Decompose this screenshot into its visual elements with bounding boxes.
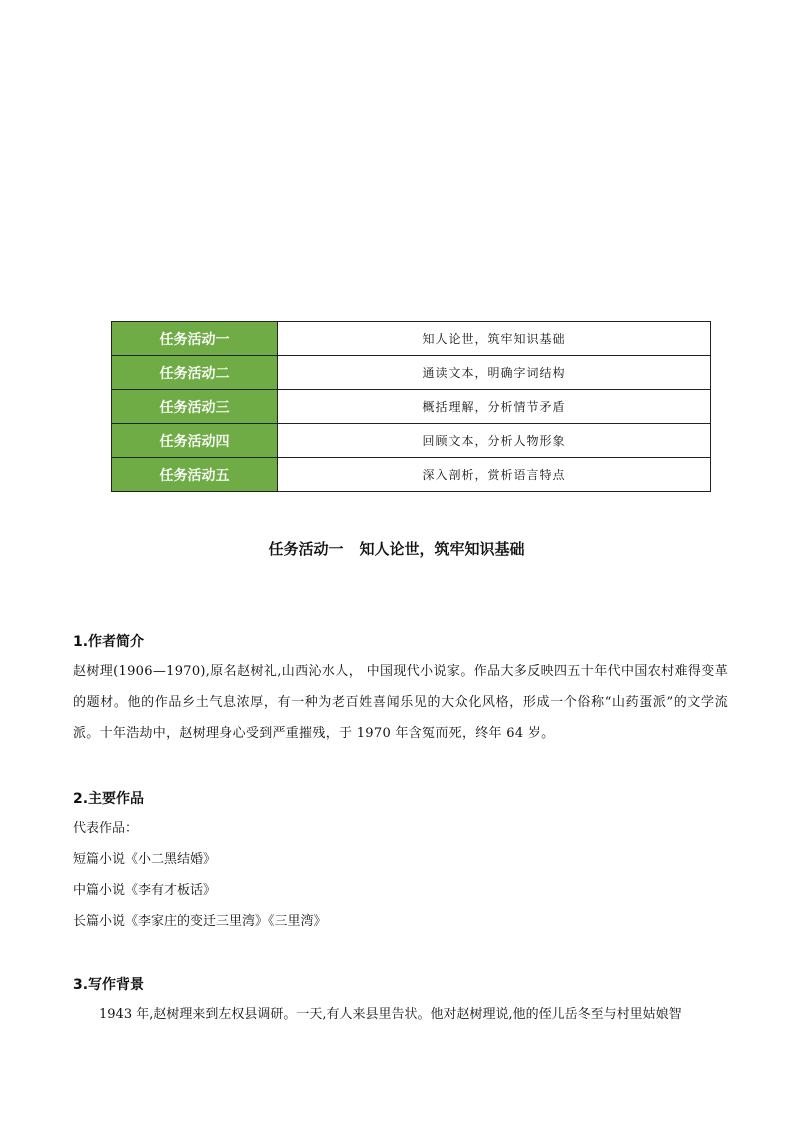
task-activity-table xyxy=(111,321,711,492)
table-row xyxy=(112,424,711,458)
works-line: 代表作品： xyxy=(73,821,139,836)
works-line: 中篇小说《李有才板话》 xyxy=(73,883,217,898)
task-name-cell: 任务活动四 xyxy=(112,424,278,458)
task-name-cell: 任务活动三 xyxy=(112,390,278,424)
table-row xyxy=(112,322,711,356)
author-heading: 1.作者简介 xyxy=(73,634,145,650)
section-title: 知人论世，筑牢知识基础 xyxy=(359,540,525,558)
works-line: 短篇小说《小二黑结婚》 xyxy=(73,852,217,867)
task-name-cell: 任务活动五 xyxy=(112,458,278,492)
background-heading: 3.写作背景 xyxy=(73,977,145,993)
works-heading: 2.主要作品 xyxy=(73,791,145,807)
background-paragraph: 1943 年,赵树理来到左权县调研。一天,有人来县里告状。他对赵树理说,他的侄儿岳冬至与村里姑娘智 xyxy=(99,1007,682,1022)
table-row xyxy=(112,458,711,492)
task-desc-cell: 深入剖析，赏析语言特点 xyxy=(278,458,711,492)
section-label: 任务活动一 xyxy=(268,540,344,558)
background-section xyxy=(73,975,728,1030)
task-desc-cell: 通读文本，明确字词结构 xyxy=(278,356,711,390)
works-line: 长篇小说《李家庄的变迁三里湾》《三里湾》 xyxy=(73,914,327,929)
task-name-cell: 任务活动二 xyxy=(112,356,278,390)
task-desc-cell: 知人论世，筑牢知识基础 xyxy=(278,322,711,356)
table-row xyxy=(112,356,711,390)
section-heading xyxy=(0,538,793,559)
table-row xyxy=(112,390,711,424)
task-desc-cell: 回顾文本，分析人物形象 xyxy=(278,424,711,458)
works-section xyxy=(73,789,728,937)
task-name-cell: 任务活动一 xyxy=(112,322,278,356)
author-section xyxy=(73,632,728,749)
task-desc-cell: 概括理解，分析情节矛盾 xyxy=(278,390,711,424)
author-paragraph: 赵树理(1906—1970),原名赵树礼,山西沁水人， 中国现代小说家。作品大多反映四五十年代中国农村难得变革的题材。他的作品乡土气息浓厚，有一种为老百姓喜闻乐见的大众化风格，形成一个俗称“山药蛋派”的文学流派。十年浩劫中，赵树理身心受到严重摧残，于 1970 年含冤而死，终年 64 岁。 xyxy=(73,664,728,741)
